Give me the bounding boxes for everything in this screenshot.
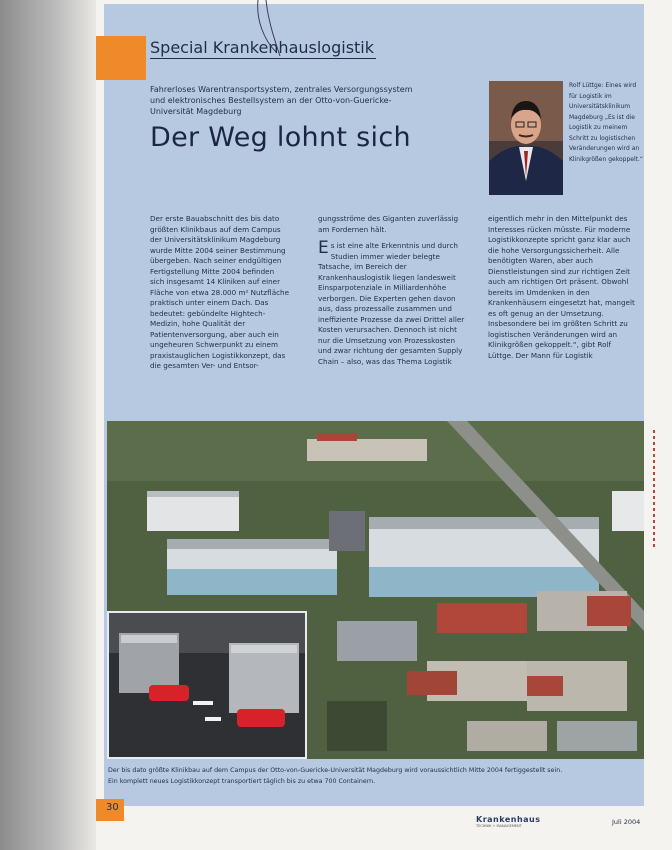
photo-caption-line-2: Ein komplett neues Logistikkonzept transportiert täglich bis zu etwa 700 Containern. xyxy=(108,777,376,785)
page-number: 30 xyxy=(106,802,119,813)
author-portrait-photo xyxy=(489,81,563,195)
section-orange-tab xyxy=(96,36,146,80)
photo-caption-line-1: Der bis dato größte Klinikbau auf dem Campus der Otto-von-Guericke-Universität Magdeburg wird voraussichtlich Mitte 2004 fertiggestellt sein. xyxy=(108,767,563,774)
photo-caption xyxy=(108,766,638,787)
spine-dashes xyxy=(650,430,658,550)
page-right-margin xyxy=(644,4,672,806)
article-lead: Fahrerloses Warentransportsystem, zentrales Versorgungssystem und elektronisches Bestellsystem an der Otto-von-Guericke-Universität Magdeburg xyxy=(150,85,413,116)
column-2-body: s ist eine alte Erkenntnis und durch Studien immer wieder belegte Tatsache, im Bereich der Krankenhauslogistik liegen landesweit Einsparpotenziale in Milliardenhöhe verborgen. Die Experten gehen davon aus, dass prozessalle zusammen und ineffiziente Prozesse da zwei Drittel aller Kosten verursachen. Dennoch ist nicht nur die Umsetzung von Prozesskosten und zwar richtung der gesamten Supply Chain – also, was das Thema Logistik xyxy=(318,241,465,366)
section-kicker: Special Krankenhauslogistik xyxy=(150,38,375,57)
article-column-2 xyxy=(318,214,468,367)
column-2-body-block xyxy=(318,238,468,367)
drop-cap: E xyxy=(318,238,329,258)
article-column-1: Der erste Bauabschnitt des bis dato größten Klinikbaus auf dem Campus der Universitätsklinikum Magdeburg wurde Mitte 2004 seiner Bestimmung übergeben. Nach seiner endgültigen Fertigstellung Mitte 2004 befinden sich insgesamt 14 Kliniken auf einer Fläche von etwa 28.000 m² Nutzfläche praktisch unter einem Dach. Das bedeutet: gebündelte Hightech-Medizin, hohe Qualität der Patientenversorgung, aber auch ein ungeheuren Schwerpunkt zu einem praxistauglichen Logistikkonzept, das die gesamten Ver- und Entsor- xyxy=(150,214,290,370)
portrait-illustration xyxy=(489,81,563,195)
magazine-logo xyxy=(476,815,556,828)
article-headline: Der Weg lohnt sich xyxy=(150,122,411,153)
magazine-subtitle: TECHNIK + MANAGEMENT xyxy=(476,824,522,828)
column-2-top: gungsströme des Giganten zuverlässig am Fordernen hält. xyxy=(318,214,459,234)
article-column-3: eigentlich mehr in den Mittelpunkt des Interesses rücken müsste. Für moderne Logistikkonzepte spricht ganz klar auch die hohe Versorgungssicherheit. Alle benötigten Waren, aber auch Dienstleistungen sind zur richtigen Zeit auch am richtigen Ort präsent. Obwohl bereits im Umdenken in den Krankenhäusern eingesetzt hat, mangelt es oft genug an der Umsetzung. Insbesondere bei im größten Schritt zu logistischen Veränderungen wird an Klinikgrößen gekoppelt.“, gibt Rolf Lüttge. Der Mann für Logistik xyxy=(488,214,635,360)
binder-spine-label xyxy=(650,430,658,550)
portrait-caption: Rolf Lüttge: Eines wird für Logistik im Universitätsklinikum Magdeburg „Es ist die Logistik zu meinem Schritt zu logistischen Veränderungen wird an Klinikgrößen gekoppelt.“ xyxy=(569,82,643,163)
issue-date: Juli 2004 xyxy=(612,818,641,826)
inset-container-photo xyxy=(107,611,307,759)
inset-photo-illustration xyxy=(109,613,305,757)
binder-clip xyxy=(254,0,284,60)
magazine-title: Krankenhaus xyxy=(476,815,541,824)
scan-shadow xyxy=(0,0,96,850)
